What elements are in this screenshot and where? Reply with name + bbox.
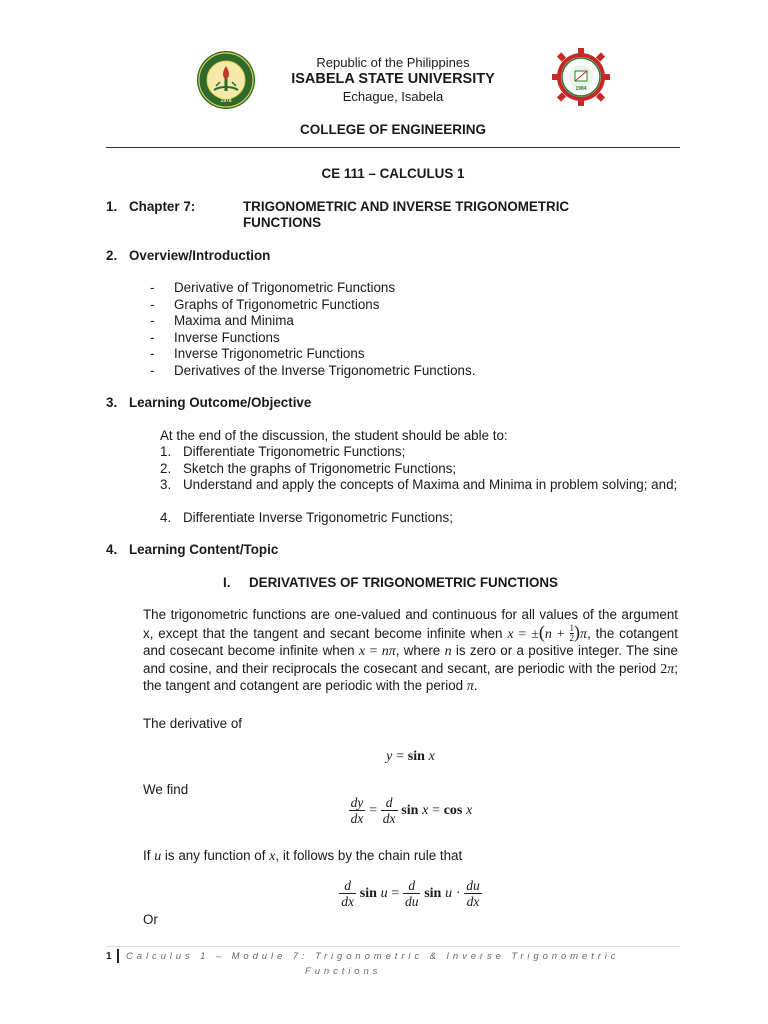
course-code: CE 111 – CALCULUS 1 [321,166,465,181]
header-university: ISABELA STATE UNIVERSITY [291,71,495,87]
section-2-title: Overview/Introduction [129,248,271,263]
topic-number: I. [223,575,231,590]
header-republic: Republic of the Philippines [316,55,470,70]
section-4-title: Learning Content/Topic [129,542,279,557]
isu-seal-logo [196,50,256,110]
chapter-title-line2: FUNCTIONS [243,215,322,230]
page-number: 1 [106,951,112,962]
footer-title-line1: Calculus 1 – Module 7: Trigonometric & Inverse Trigonometric [126,951,620,962]
we-find-text: We find [143,782,189,797]
section-2-number: 2. [106,248,118,263]
footer-title-line2: Functions [305,966,382,977]
left-seal-text [196,36,210,37]
section-3-number: 3. [106,395,118,410]
section-3-title: Learning Outcome/Objective [129,395,312,410]
topic-title: DERIVATIVES OF TRIGONOMETRIC FUNCTIONS [249,575,558,590]
engineering-seal-logo [551,46,611,108]
derivative-of-text: The derivative of [143,716,242,731]
objectives-intro: At the end of the discussion, the student should be able to: [160,428,508,443]
equation-chain-rule: $\frac{d}{dx}$ sin u = $\frac{d}{du}$ sin u · $\frac{du}{dx}$ [341,878,480,909]
section-1-number: 1. [106,199,118,214]
section-1-label: Chapter 7: [129,199,196,214]
body-paragraph: The trigonometric functions are one-valued and continuous for all values of the argument x, except that the tangent and secant become infinite when x = ±(n + $\frac{1}{2})\pi$, the cotangent and cosecant become infinite when x = nπ, where n is zero or a positive integer. The sine and cosine, and their reciprocals the cosecant and secant, are periodic with the period 2π; the tangent and cotangent are periodic with the period π. [143,607,678,695]
equation-derivative-sin: $\frac{dy}{dx}$ = $\frac{d}{dx}$ sin x = cos x [350,795,473,826]
footer-divider [106,946,680,947]
chain-rule-text: If u is any function of x, it follows by the chain rule that [143,848,463,864]
college-name: COLLEGE OF ENGINEERING [299,122,486,137]
or-text: Or [143,912,158,927]
section-4-number: 4. [106,542,118,557]
equation-y-sin-x: y = sin x [386,749,435,764]
header-location: Echague, Isabela [342,89,444,104]
footer-bar [117,949,119,963]
right-seal-year: 1984 [575,86,587,92]
chapter-title-line1: TRIGONOMETRIC AND INVERSE TRIGONOMETRIC [243,199,570,214]
header-divider [106,147,680,148]
left-seal-year: 1978 [220,98,232,104]
